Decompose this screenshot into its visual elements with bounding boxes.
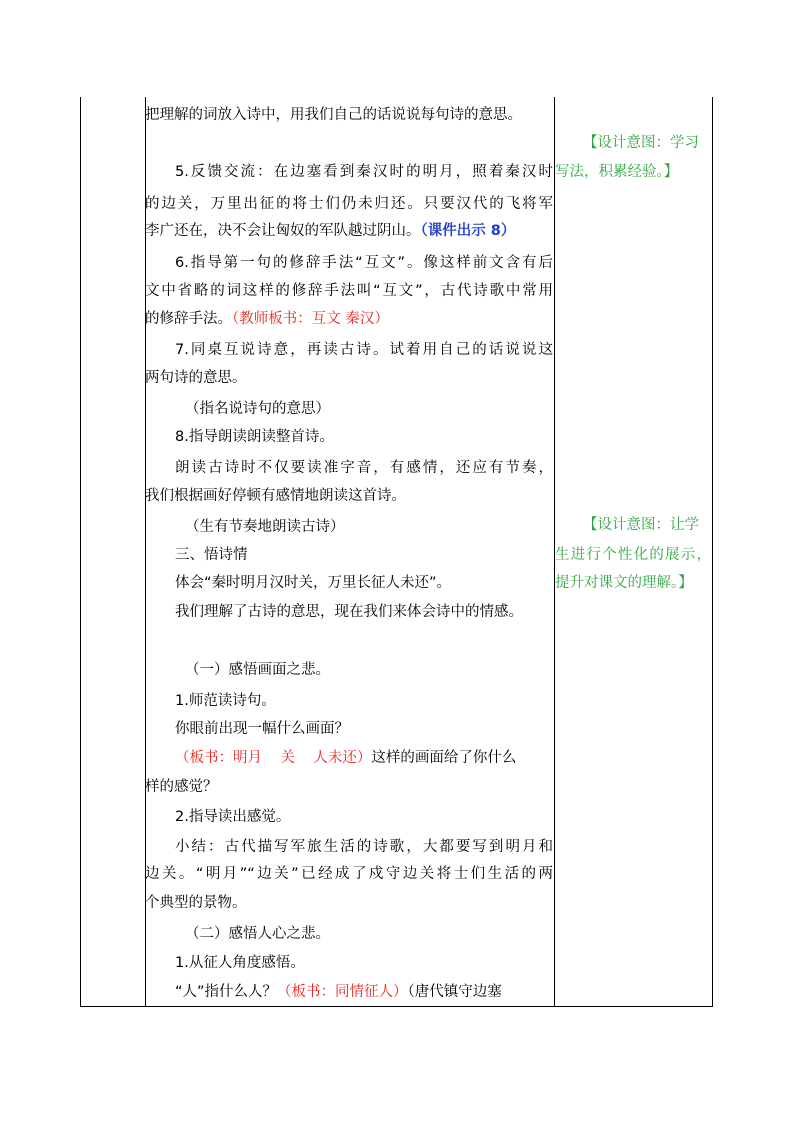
design-intent-note: 【设计意图：让学 [583,517,699,533]
text-line: 边关。“明月”“边关”已经成了戍守边关将士们生活的两 [145,866,553,882]
text-line: 体会“秦时明月汉时关，万里长征人未还”。 [175,575,452,591]
text-line: 1.从征人角度感悟。 [175,955,305,971]
text-line: 样的感觉？ [145,779,218,795]
table-left-border [80,97,81,1007]
table-right-border [712,97,713,1007]
table-bottom-border [80,1006,713,1007]
subsection-heading: （二）感悟人心之悲。 [185,926,330,942]
courseware-note: （课件出示 8） [420,223,516,239]
text-line: （生有节奏地朗读古诗） [185,519,345,535]
text-line: 6.指导第一句的修辞手法“互文”。像这样前文含有后 [175,255,553,271]
design-intent-note: 【设计意图：学习 [583,135,699,151]
design-intent-note: 写法，积累经验。】 [555,164,679,180]
blackboard-note: （板书：明月 关 人未还） [175,750,372,766]
text-line: 两句诗的意思。 [145,370,247,386]
design-intent-note: 生进行个性化的展示， [555,547,711,563]
text-line: 8.指导朗读朗读整首诗。 [175,429,334,445]
text-line: 5.反馈交流：在边塞看到秦汉时的明月，照着秦汉时 [175,164,553,180]
text-line: （指名说诗句的意思） [185,401,330,417]
text-line: 把理解的词放入诗中，用我们自己的话说说每句诗的意思。 [145,107,522,123]
blackboard-note: （板书：同情征人） [277,984,408,1000]
design-intent-note: 提升对课文的理解。】 [555,575,693,591]
text-line: “人”指什么人？（板书：同情征人）（唐代镇守边塞 [175,984,502,1000]
subsection-heading: （一）感悟画面之悲。 [185,662,330,678]
text-line: 你眼前出现一幅什么画面？ [175,721,349,737]
text-line: （板书：明月 关 人未还）这样的画面给了你什么 [175,750,517,766]
text-line: 的边关，万里出征的将士们仍未归还。只要汉代的飞将军 [145,196,553,212]
text-line: 2.指导读出感觉。 [175,809,291,825]
text-line: 朗读古诗时不仅要读准字音，有感情，还应有节奏， [175,460,553,476]
text-line: 的修辞手法。（教师板书：互文 秦汉） [145,311,389,327]
text-line: 文中省略的词这样的修辞手法叫“互文”，古代诗歌中常用 [145,283,553,299]
text-line: 7.同桌互说诗意，再读古诗。试着用自己的话说说这 [175,342,553,358]
blackboard-note: （教师板书：互文 秦汉） [232,311,389,327]
text-line: 个典型的景物。 [145,895,247,911]
section-heading: 三、悟诗情 [175,547,248,563]
text-line: 我们根据画好停顿有感情地朗读这首诗。 [145,488,406,504]
text-line: 李广还在，决不会让匈奴的军队越过阴山。（课件出示 8） [145,223,516,239]
text-line: 我们理解了古诗的意思，现在我们来体会诗中的情感。 [175,604,523,620]
text-line: 小结：古代描写军旅生活的诗歌，大都要写到明月和 [175,839,553,855]
text-line: 1.师范读诗句。 [175,693,276,709]
